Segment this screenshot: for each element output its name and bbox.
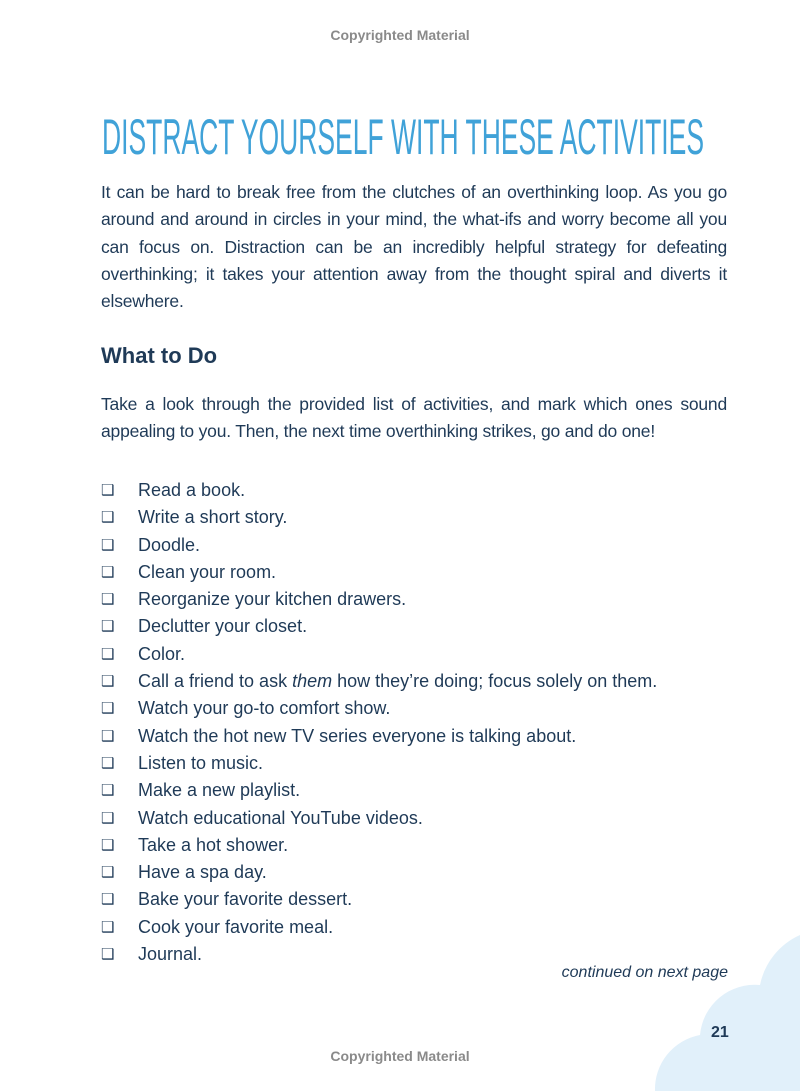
checklist-item-label: Listen to music. xyxy=(138,752,264,773)
checkbox-icon[interactable]: ❑ xyxy=(101,754,115,772)
checklist-item xyxy=(101,805,727,832)
checklist-item-label: Watch your go-to comfort show. xyxy=(138,698,391,719)
checkbox-icon[interactable]: ❑ xyxy=(101,700,115,718)
checklist-item xyxy=(101,723,727,750)
checklist-item-label: Write a short story. xyxy=(138,507,288,528)
checklist-item-label: Watch the hot new TV series everyone is talking about. xyxy=(138,725,577,746)
page-number: 21 xyxy=(711,1024,729,1041)
checkbox-icon[interactable]: ❑ xyxy=(101,727,115,745)
checklist-item-label: Make a new playlist. xyxy=(138,780,301,801)
intro-paragraph: It can be hard to break free from the clutches of an overthinking loop. As you go around and around in circles in your mind, the what-ifs and worry become all you can focus on. Distraction can be an incredibly helpful strategy for defeating overthinking; it takes your attention away from the thought spiral and diverts it elsewhere. xyxy=(101,182,727,312)
checklist-item-label: Watch educational YouTube videos. xyxy=(138,807,423,828)
label-part-em: them xyxy=(292,671,333,692)
checklist-item xyxy=(101,777,727,804)
checkbox-icon[interactable]: ❑ xyxy=(101,946,115,964)
checklist-item-label: Doodle. xyxy=(138,534,201,555)
copyright-header: Copyrighted Material xyxy=(330,27,470,43)
checklist-item-label: Have a spa day. xyxy=(138,862,267,883)
checkbox-icon[interactable]: ❑ xyxy=(101,645,115,663)
checklist-item xyxy=(101,641,727,668)
checklist-item xyxy=(101,613,727,640)
label-part-pre: Call a friend to ask xyxy=(138,671,293,692)
checklist-item-label: Reorganize your kitchen drawers. xyxy=(138,589,407,610)
checkbox-icon[interactable]: ❑ xyxy=(101,482,115,499)
checkbox-icon[interactable]: ❑ xyxy=(101,536,115,554)
activity-checklist xyxy=(101,477,727,968)
checkbox-icon[interactable]: ❑ xyxy=(101,864,115,882)
checklist-item-label: Color. xyxy=(138,643,186,664)
checkbox-icon[interactable]: ❑ xyxy=(101,836,115,854)
checkbox-icon[interactable]: ❑ xyxy=(101,591,115,609)
label-part-post: how they’re doing; focus solely on them. xyxy=(332,671,658,692)
checklist-item-label: Read a book. xyxy=(138,480,246,500)
checklist-item xyxy=(101,532,727,559)
page-title-graphic xyxy=(100,106,708,162)
checklist-item xyxy=(101,668,727,695)
checkbox-icon[interactable]: ❑ xyxy=(101,809,115,827)
checkbox-icon[interactable]: ❑ xyxy=(101,891,115,909)
continued-note: continued on next page xyxy=(561,964,728,981)
instructions-paragraph: Take a look through the provided list of activities, and mark which ones sound appealing to you. Then, the next time overthinking strikes, go and do one! xyxy=(101,394,727,442)
checklist-item-label: Declutter your closet. xyxy=(138,616,308,637)
checklist-item xyxy=(101,832,727,859)
section-heading: What to Do xyxy=(101,343,218,368)
copyright-footer: Copyrighted Material xyxy=(330,1048,470,1064)
checkbox-icon[interactable]: ❑ xyxy=(101,509,115,527)
checklist-item xyxy=(101,559,727,586)
checklist-item-label xyxy=(138,668,657,695)
checkbox-icon[interactable]: ❑ xyxy=(101,918,115,936)
checklist-item xyxy=(101,504,727,531)
checkbox-icon[interactable]: ❑ xyxy=(101,673,115,691)
checklist-item xyxy=(101,886,727,913)
checklist-item xyxy=(101,477,727,504)
checklist-item-label: Take a hot shower. xyxy=(138,834,289,855)
checklist-item xyxy=(101,750,727,777)
checkbox-icon[interactable]: ❑ xyxy=(101,618,115,636)
checklist-item xyxy=(101,586,727,613)
checkbox-icon[interactable]: ❑ xyxy=(101,782,115,800)
page-title: DISTRACT YOURSELF WITH THESE ACTIVITIES xyxy=(102,109,704,162)
checklist-item-label: Journal. xyxy=(138,944,203,965)
checklist-item-label: Bake your favorite dessert. xyxy=(138,889,353,910)
checklist-item xyxy=(101,695,727,722)
checklist-item xyxy=(101,859,727,886)
checklist-item-label: Cook your favorite meal. xyxy=(138,916,334,937)
checkbox-icon[interactable]: ❑ xyxy=(101,563,115,581)
checklist-item xyxy=(101,914,727,941)
checklist-item-label: Clean your room. xyxy=(138,561,277,582)
